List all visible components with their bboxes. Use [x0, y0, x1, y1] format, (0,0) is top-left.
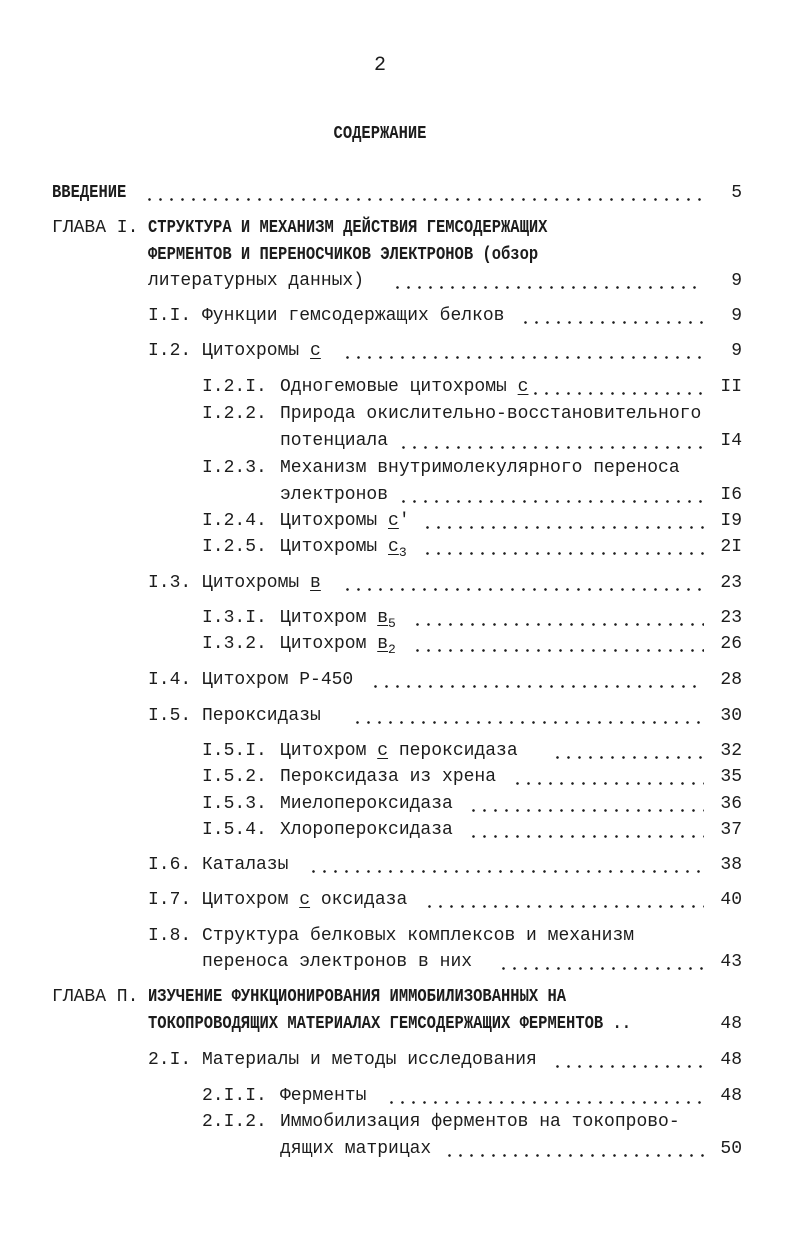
entry-page: 36	[720, 794, 742, 814]
dot-leader	[552, 756, 704, 759]
entry-number: ГЛАВА П.	[52, 987, 139, 1007]
entry-page: I6	[720, 485, 742, 505]
entry-text: Цитохромы $с_3$	[280, 537, 407, 560]
entry-text: Цитохромы с	[202, 341, 321, 361]
dot-leader	[468, 809, 704, 812]
entry-text: Каталазы	[202, 855, 289, 875]
dot-leader	[444, 1154, 704, 1157]
toc-entry-continuation	[52, 949, 742, 975]
entry-number: I.2.2.	[202, 404, 267, 424]
toc-entry-continuation	[52, 482, 742, 508]
dot-leader	[520, 321, 704, 324]
toc-entry	[52, 1047, 742, 1073]
toc-entry	[52, 667, 742, 693]
entry-number: 2.I.2.	[202, 1112, 267, 1132]
toc-entry	[52, 1083, 742, 1109]
toc-entry-continuation	[52, 1011, 742, 1037]
toc-entry	[52, 923, 742, 949]
entry-text: переноса электронов в них	[202, 952, 473, 972]
toc-entry	[52, 1109, 742, 1135]
entry-page: 9	[731, 306, 742, 326]
entry-page: 28	[720, 670, 742, 690]
entry-page: 48	[720, 1086, 742, 1106]
dot-leader	[424, 905, 704, 908]
entry-page: 43	[720, 952, 742, 972]
toc-entry-continuation	[52, 428, 742, 454]
entry-page: 23	[720, 573, 742, 593]
entry-number: I.5.I.	[202, 741, 267, 761]
toc-entry	[52, 374, 742, 400]
toc-entry	[52, 303, 742, 329]
page-number: 2	[373, 54, 386, 77]
entry-page: 37	[720, 820, 742, 840]
entry-text: Механизм внутримолекулярного переноса	[280, 458, 680, 478]
entry-text: Функции гемсодержащих белков	[202, 306, 505, 326]
toc-entry	[52, 791, 742, 817]
dot-leader	[342, 588, 704, 591]
entry-text: Иммобилизация ферментов на токопрово-	[280, 1112, 680, 1132]
entry-number: I.5.	[148, 706, 192, 726]
entry-number: I.2.4.	[202, 511, 267, 531]
entry-text: Цитохромы с'	[280, 511, 410, 531]
toc-entry	[52, 508, 742, 534]
entry-text: ИЗУЧЕНИЕ ФУНКЦИОНИРОВАНИЯ ИММОБИЛИЗОВАННЫХ НА	[148, 987, 567, 1007]
toc-entry	[52, 764, 742, 790]
entry-page: 2I	[720, 537, 742, 557]
entry-text: ВВЕДЕНИЕ	[52, 183, 127, 203]
entry-text: Ферменты	[280, 1086, 367, 1106]
toc-entry	[52, 401, 742, 427]
entry-text: Материалы и методы исследования	[202, 1050, 537, 1070]
entry-text: Цитохром Р-450	[202, 670, 354, 690]
entry-page: 9	[731, 341, 742, 361]
entry-page: 30	[720, 706, 742, 726]
dot-leader	[392, 286, 704, 289]
toc-title: СОДЕРЖАНИЕ	[333, 124, 427, 144]
dot-leader	[412, 649, 704, 652]
dot-leader	[352, 721, 704, 724]
toc-entry-continuation	[52, 1136, 742, 1162]
toc-entry	[52, 817, 742, 843]
entry-text: Одногемовые цитохромы с	[280, 377, 529, 397]
entry-page: 48	[720, 1050, 742, 1070]
entry-page: 5	[731, 183, 742, 203]
dot-leader	[512, 782, 704, 785]
entry-text: литературных данных)	[148, 271, 365, 291]
entry-page: 9	[731, 271, 742, 291]
entry-page: 23	[720, 608, 742, 628]
toc-entry-continuation	[52, 242, 742, 268]
entry-text: Хлоропероксидаза	[280, 820, 453, 840]
dot-leader	[552, 1065, 704, 1068]
dot-leader	[468, 835, 704, 838]
toc-entry	[52, 738, 742, 764]
entry-page: 40	[720, 890, 742, 910]
entry-page: I9	[720, 511, 742, 531]
entry-number: I.3.	[148, 573, 192, 593]
dot-leader	[530, 392, 704, 395]
dot-leader	[308, 870, 704, 873]
entry-page: 38	[720, 855, 742, 875]
entry-page: 50	[720, 1139, 742, 1159]
entry-number: I.3.I.	[202, 608, 267, 628]
entry-number: I.5.2.	[202, 767, 267, 787]
toc-entry	[52, 570, 742, 596]
dot-leader	[422, 552, 704, 555]
entry-text: Цитохром $в_2$	[280, 634, 396, 657]
entry-number: I.2.5.	[202, 537, 267, 557]
entry-text: Цитохромы в	[202, 573, 321, 593]
entry-number: I.2.I.	[202, 377, 267, 397]
entry-number: I.6.	[148, 855, 192, 875]
toc-entry	[52, 215, 742, 241]
entry-page: 32	[720, 741, 742, 761]
dot-leader	[370, 685, 704, 688]
toc-entry	[52, 180, 742, 206]
entry-page: 26	[720, 634, 742, 654]
entry-number: 2.I.I.	[202, 1086, 267, 1106]
toc-entry	[52, 455, 742, 481]
entry-number: ГЛАВА I.	[52, 218, 139, 238]
toc-entry	[52, 338, 742, 364]
dot-leader	[498, 967, 704, 970]
entry-number: 2.I.	[148, 1050, 192, 1070]
entry-text: ФЕРМЕНТОВ И ПЕРЕНОСЧИКОВ ЭЛЕКТРОНОВ (обзор	[148, 245, 539, 265]
entry-text: Миелопероксидаза	[280, 794, 453, 814]
entry-text: дящих матрицах	[280, 1139, 432, 1159]
entry-page: I4	[720, 431, 742, 451]
dot-leader	[412, 623, 704, 626]
entry-text: Цитохром $в_5$	[280, 608, 396, 631]
dot-leader	[398, 500, 704, 503]
toc-entry	[52, 887, 742, 913]
toc-entry	[52, 631, 742, 657]
dot-leader	[422, 526, 704, 529]
entry-number: I.8.	[148, 926, 192, 946]
entry-number: I.7.	[148, 890, 192, 910]
dot-leader	[342, 356, 704, 359]
entry-text: Структура белковых комплексов и механизм	[202, 926, 635, 946]
dot-leader	[144, 198, 704, 201]
entry-text: Цитохром с оксидаза	[202, 890, 408, 910]
toc-entry	[52, 852, 742, 878]
entry-page: II	[720, 377, 742, 397]
dot-leader	[398, 446, 704, 449]
toc-entry	[52, 703, 742, 729]
entry-text: СТРУКТУРА И МЕХАНИЗМ ДЕЙСТВИЯ ГЕМСОДЕРЖАЩИХ	[148, 218, 548, 238]
dot-leader	[386, 1101, 704, 1104]
entry-page: 35	[720, 767, 742, 787]
entry-text: потенциала	[280, 431, 389, 451]
entry-text: ТОКОПРОВОДЯЩИХ МАТЕРИАЛАХ ГЕМСОДЕРЖАЩИХ ФЕРМЕНТОВ ..	[148, 1014, 632, 1034]
entry-number: I.2.3.	[202, 458, 267, 478]
entry-text: Природа окислительно-восстановительного	[280, 404, 702, 424]
toc-entry	[52, 984, 742, 1010]
toc-entry	[52, 605, 742, 631]
entry-text: Пероксидаза из хрена	[280, 767, 497, 787]
entry-page: 48	[720, 1014, 742, 1034]
entry-number: I.2.	[148, 341, 192, 361]
entry-number: I.I.	[148, 306, 192, 326]
entry-number: I.5.4.	[202, 820, 267, 840]
entry-number: I.5.3.	[202, 794, 267, 814]
toc-entry	[52, 534, 742, 560]
entry-text: Пероксидазы	[202, 706, 321, 726]
entry-number: I.4.	[148, 670, 192, 690]
entry-text: электронов	[280, 485, 389, 505]
entry-text: Цитохром с пероксидаза	[280, 741, 518, 761]
toc-entry-continuation	[52, 268, 742, 294]
entry-number: I.3.2.	[202, 634, 267, 654]
